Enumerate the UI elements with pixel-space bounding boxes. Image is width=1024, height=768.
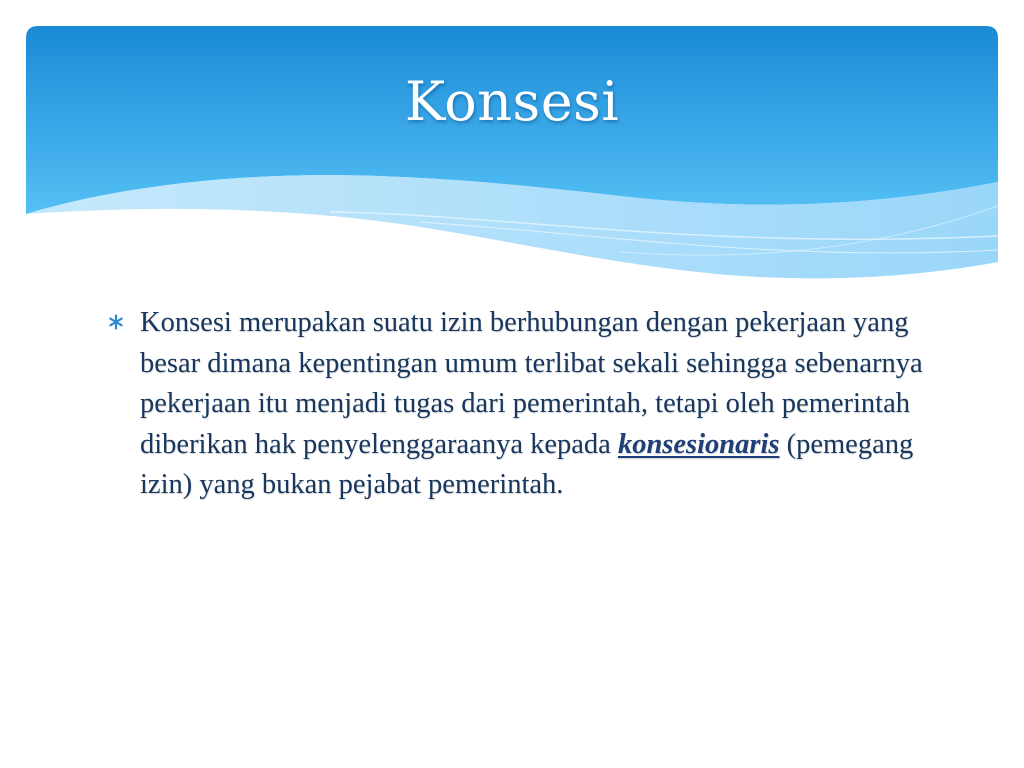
bullet-item <box>108 303 948 506</box>
asterisk-bullet-icon <box>108 314 124 330</box>
bullet-text-before: Konsesi merupakan suatu izin berhubungan dengan pekerjaan yang besar dimana kepentingan umum terlibat sekali sehingga sebenarnya pekerjaan itu menjadi tugas dari pemerintah, tetapi oleh pemerintah diberikan hak penyelenggaraanya kepada <box>140 307 923 460</box>
term-konsesionaris: konsesionaris <box>617 428 780 460</box>
bullet-text-after: (pemegang izin) yang bukan pejabat pemerintah. <box>140 428 914 500</box>
slide-title: Konsesi <box>404 70 620 133</box>
content-area <box>108 303 948 506</box>
bullet-text <box>140 303 948 506</box>
header-wave-background <box>0 0 1024 300</box>
